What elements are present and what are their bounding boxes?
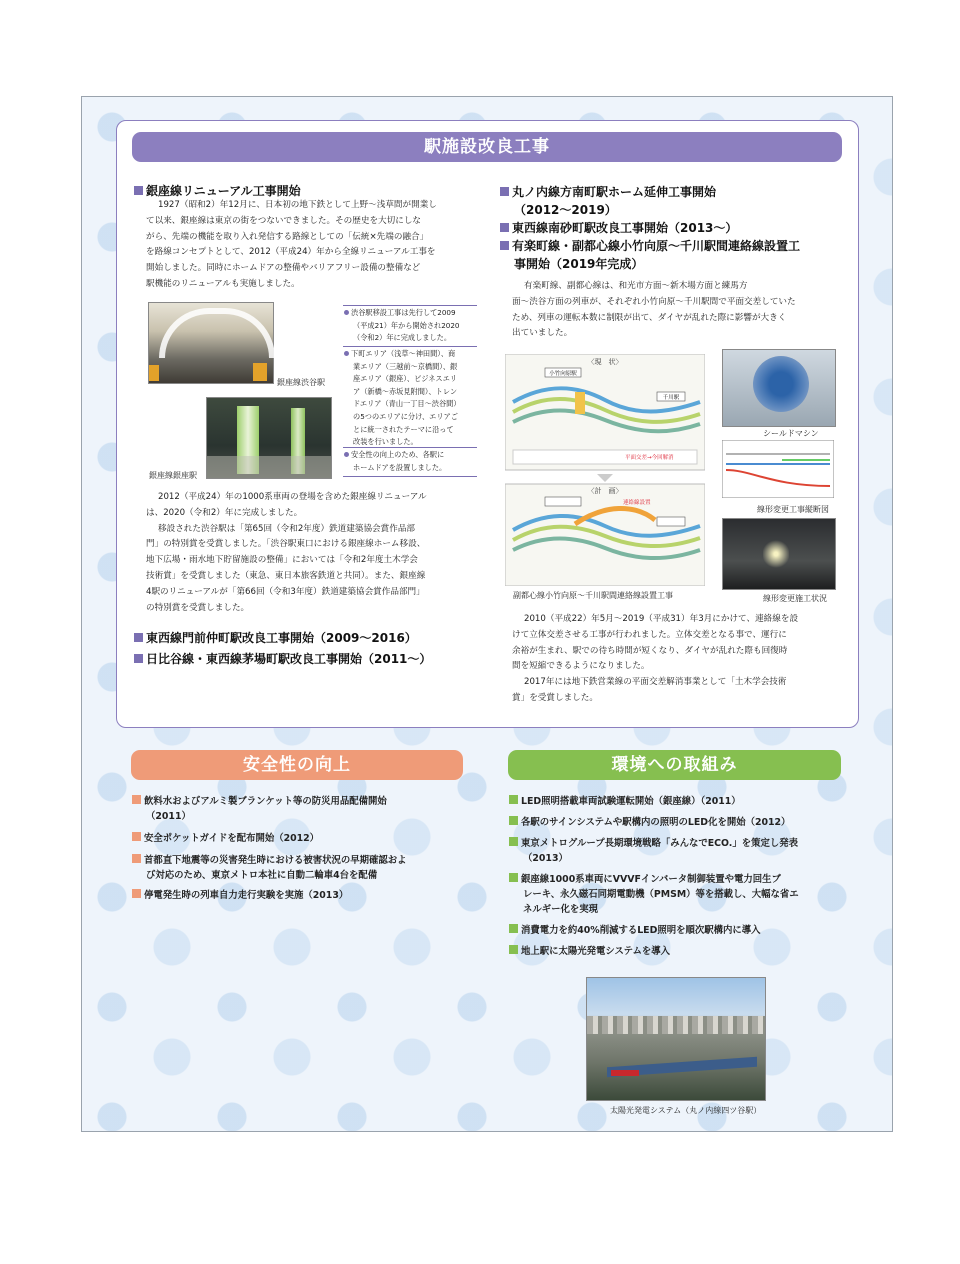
work-light-shape xyxy=(763,539,789,569)
arch-ribs-shape xyxy=(159,308,275,358)
list-item: 消費電力を約40%削減するLED照明を順次駅構内に導入 xyxy=(509,923,854,938)
photo-caption-ginza: 銀座線銀座駅 xyxy=(149,471,197,480)
minami-sunamachi-heading: 東西線南砂町駅改良工事開始（2013〜） xyxy=(500,219,850,237)
construction-photo xyxy=(722,518,836,590)
square-bullet-icon xyxy=(134,654,143,663)
list-item: 各駅のサインシステムや駅構内の照明のLED化を開始（2012） xyxy=(509,815,854,830)
environment-list: LED照明搭載車両試験運転開始（銀座線）（2011） 各駅のサインシステムや駅構内の照明のLED化を開始（2012） 東京メトログループ長期環境戦略「みんなでECO.」を策定し発表 （2013） 銀座線1000系車両にVVVFインバータ制御装置や電力回生ブ レーキ、永久磁石同期電動機（PMSM）等を搭載し、大幅な省エ ネルギー化を実現 消費電力を約40%削減するLED照明を順次駅構内に導入 地上駅に太陽光発電システムを導入 xyxy=(509,794,854,959)
diagram-caption: 副都心線小竹向原〜千川駅間連絡線設置工事 xyxy=(513,591,673,600)
shield-machine-photo xyxy=(722,349,836,427)
section-title-environment: 環境への取組み xyxy=(508,750,841,780)
photo-caption-section: 線形変更工事縦断図 xyxy=(757,505,829,514)
list-item: LED照明搭載車両試験運転開始（銀座線）（2011） xyxy=(509,794,854,809)
note-divider xyxy=(343,305,477,306)
bullet-dot-icon xyxy=(344,351,349,356)
square-bullet-icon xyxy=(509,837,518,846)
ginza-shibuya-photo xyxy=(148,302,274,384)
square-bullet-icon xyxy=(134,186,143,195)
diagram-plan-label: 〈計 画〉 xyxy=(587,487,623,495)
kotake-heading: 有楽町線・副都心線小竹向原〜千川駅間連絡線設置工 xyxy=(500,237,850,255)
note-shibuya: 渋谷駅移設工事は先行して2009 （平成21）年から開始され2020 （令和2）年に完成しました。 xyxy=(344,307,478,345)
list-item: 東京メトログループ長期環境戦略「みんなでECO.」を策定し発表 xyxy=(509,836,854,851)
square-bullet-icon xyxy=(132,889,141,898)
ginza-body: 1927（昭和2）年12月に、日本初の地下鉄として上野〜浅草間が開業し て以来、銀座線は東京の街をつないできました。その歴史を大切にしな がら、先端の機能を取り入れ発信する路線としての「伝統×先端の融合」 を路線コンセプトとして、2012（平成24）年から全線リニューアル工事を 開始しました。同時にホームドアの整備やバリアフリー設備の整備など 駅機能のリニューアルも実施しました。 xyxy=(146,200,437,289)
ginza-ginza-photo xyxy=(206,397,332,479)
connection-line-diagram xyxy=(505,354,705,586)
kotake-body2: 2010（平成22）年5月〜2019（平成31）年3月にかけて、連絡線を設 けて立体交差させる工事が行われました。立体交差となる事で、運行に 余裕が生まれ、駅での待ち時間が短くなり、ダイヤが乱れた際も回復時 間を短縮できるようになりました。 2017年には地下鉄営業線の平面交差解消事業として「土木学会技術 賞」を受賞しました。 xyxy=(512,614,799,703)
square-bullet-icon xyxy=(509,816,518,825)
square-bullet-icon xyxy=(132,854,141,863)
square-bullet-icon xyxy=(132,832,141,841)
cross-note: 平面交差→今回解消 xyxy=(625,455,674,461)
longitudinal-section-diagram xyxy=(722,440,834,498)
list-item: 首都直下地震等の災害発生時における被害状況の早期確認およ xyxy=(132,853,472,868)
platform-door-shape xyxy=(149,365,159,381)
city-skyline-shape xyxy=(587,1016,765,1034)
list-item: 停電発生時の列車自力走行実験を実施（2013） xyxy=(132,888,472,903)
square-bullet-icon xyxy=(509,795,518,804)
photo-caption-solar: 太陽光発電システム（丸ノ内線四ツ谷駅） xyxy=(610,1106,762,1115)
square-bullet-icon xyxy=(509,945,518,954)
list-item: 銀座線1000系車両にVVVFインバータ制御装置や電力回生ブ xyxy=(509,872,854,887)
square-bullet-icon xyxy=(500,241,509,250)
link-note: 連絡線設置 xyxy=(623,500,651,506)
photo-caption-construction: 線形変更施工状況 xyxy=(763,594,827,603)
square-bullet-icon xyxy=(132,795,141,804)
right-headings: 丸ノ内線方南町駅ホーム延伸工事開始 （2012〜2019） 東西線南砂町駅改良工事開始（2013〜） 有楽町線・副都心線小竹向原〜千川駅間連絡線設置工 事開始（2019年完成） xyxy=(500,183,850,273)
section-title-station-work: 駅施設改良工事 xyxy=(132,132,842,162)
ginza-heading: 銀座線リニューアル工事開始 xyxy=(134,183,301,200)
honancho-heading: 丸ノ内線方南町駅ホーム延伸工事開始 xyxy=(500,183,850,201)
train-shape xyxy=(611,1070,639,1076)
square-bullet-icon xyxy=(134,633,143,642)
square-bullet-icon xyxy=(509,873,518,882)
station-senkawa-box-plan xyxy=(657,517,685,526)
solar-system-photo xyxy=(586,977,766,1101)
kayabacho-heading: 日比谷線・東西線茅場町駅改良工事開始（2011〜） xyxy=(134,651,431,668)
bullet-dot-icon xyxy=(344,310,349,315)
list-item: 飲料水およびアルミ製ブランケット等の防災用品配備開始 xyxy=(132,794,472,809)
note-doors: 安全性の向上のため、各駅に ホームドアを設置しました。 xyxy=(344,449,478,474)
ginza-body2: 2012（平成24）年の1000系車両の登場を含めた銀座線リニューアル は、2020（令和2）年に完成しました。 移設された渋谷駅は「第65回（令和2年度）鉄道建築協会賞作品部 門」の特別賞を受賞しました。「渋谷駅東口における銀座線ホーム移設、 地下広場・雨水地下貯留施設の整備」においては「令和2年度土木学会 技術賞」を受賞しました（東急、東日本旅客鉄道と共同）。また、銀座線 4駅のリニューアルが「第66回（令和3年度）鉄道建築協会賞作品部門」 の特別賞を受賞しました。 xyxy=(146,492,427,613)
square-bullet-icon xyxy=(500,187,509,196)
list-item: 地上駅に太陽光発電システムを導入 xyxy=(509,944,854,959)
monzen-nakacho-heading: 東西線門前仲町駅改良工事開始（2009〜2016） xyxy=(134,630,417,647)
note-divider xyxy=(343,447,477,448)
kotake-body: 有楽町線、副都心線は、和光市方面〜新木場方面と練馬方 面〜渋谷方面の列車が、それぞれ小竹向原〜千川駅間で平面交差していた ため、列車の運転本数に制限が出て、ダイヤが乱れた際に影響が大きく 出ていました。 xyxy=(512,281,796,339)
note-areas: 下町エリア（浅草〜神田間）、商 業エリア（三越前〜京橋間）、銀 座エリア（銀座）、ビジネスエリ ア（新橋〜赤坂見附間）、トレン ドエリア（青山一丁目〜渋谷間） の5つのエリアに分け、エリアご とに統一されたテーマに沿って 改装を行いました。 xyxy=(344,348,478,449)
list-item: 安全ポケットガイドを配布開始（2012） xyxy=(132,831,472,846)
arrow-down-icon xyxy=(597,474,613,482)
bullet-dot-icon xyxy=(344,452,349,457)
crossing-marker xyxy=(575,392,585,414)
station-kotake-label: 小竹向原駅 xyxy=(549,371,577,377)
section-title-safety: 安全性の向上 xyxy=(131,750,463,780)
cutter-face-shape xyxy=(753,356,809,412)
safety-list: 飲料水およびアルミ製ブランケット等の防災用品配備開始 （2011） 安全ポケットガイドを配布開始（2012） 首都直下地震等の災害発生時における被害状況の早期確認およ び対応のため、東京メトロ本社に自動二輪車4台を配備 停電発生時の列車自力走行実験を実施（2013） xyxy=(132,794,472,903)
square-bullet-icon xyxy=(509,924,518,933)
diagram-current-label: 〈現 状〉 xyxy=(587,358,623,366)
floor-shape xyxy=(207,456,331,478)
photo-caption-shield: シールドマシン xyxy=(763,429,819,438)
photo-caption-shibuya: 銀座線渋谷駅 xyxy=(277,378,325,387)
platform-door-shape xyxy=(253,363,267,381)
note-divider xyxy=(343,476,477,477)
station-senkawa-label: 千川駅 xyxy=(662,395,680,401)
note-divider xyxy=(343,346,477,347)
square-bullet-icon xyxy=(500,223,509,232)
station-kotake-box-plan xyxy=(545,497,581,506)
